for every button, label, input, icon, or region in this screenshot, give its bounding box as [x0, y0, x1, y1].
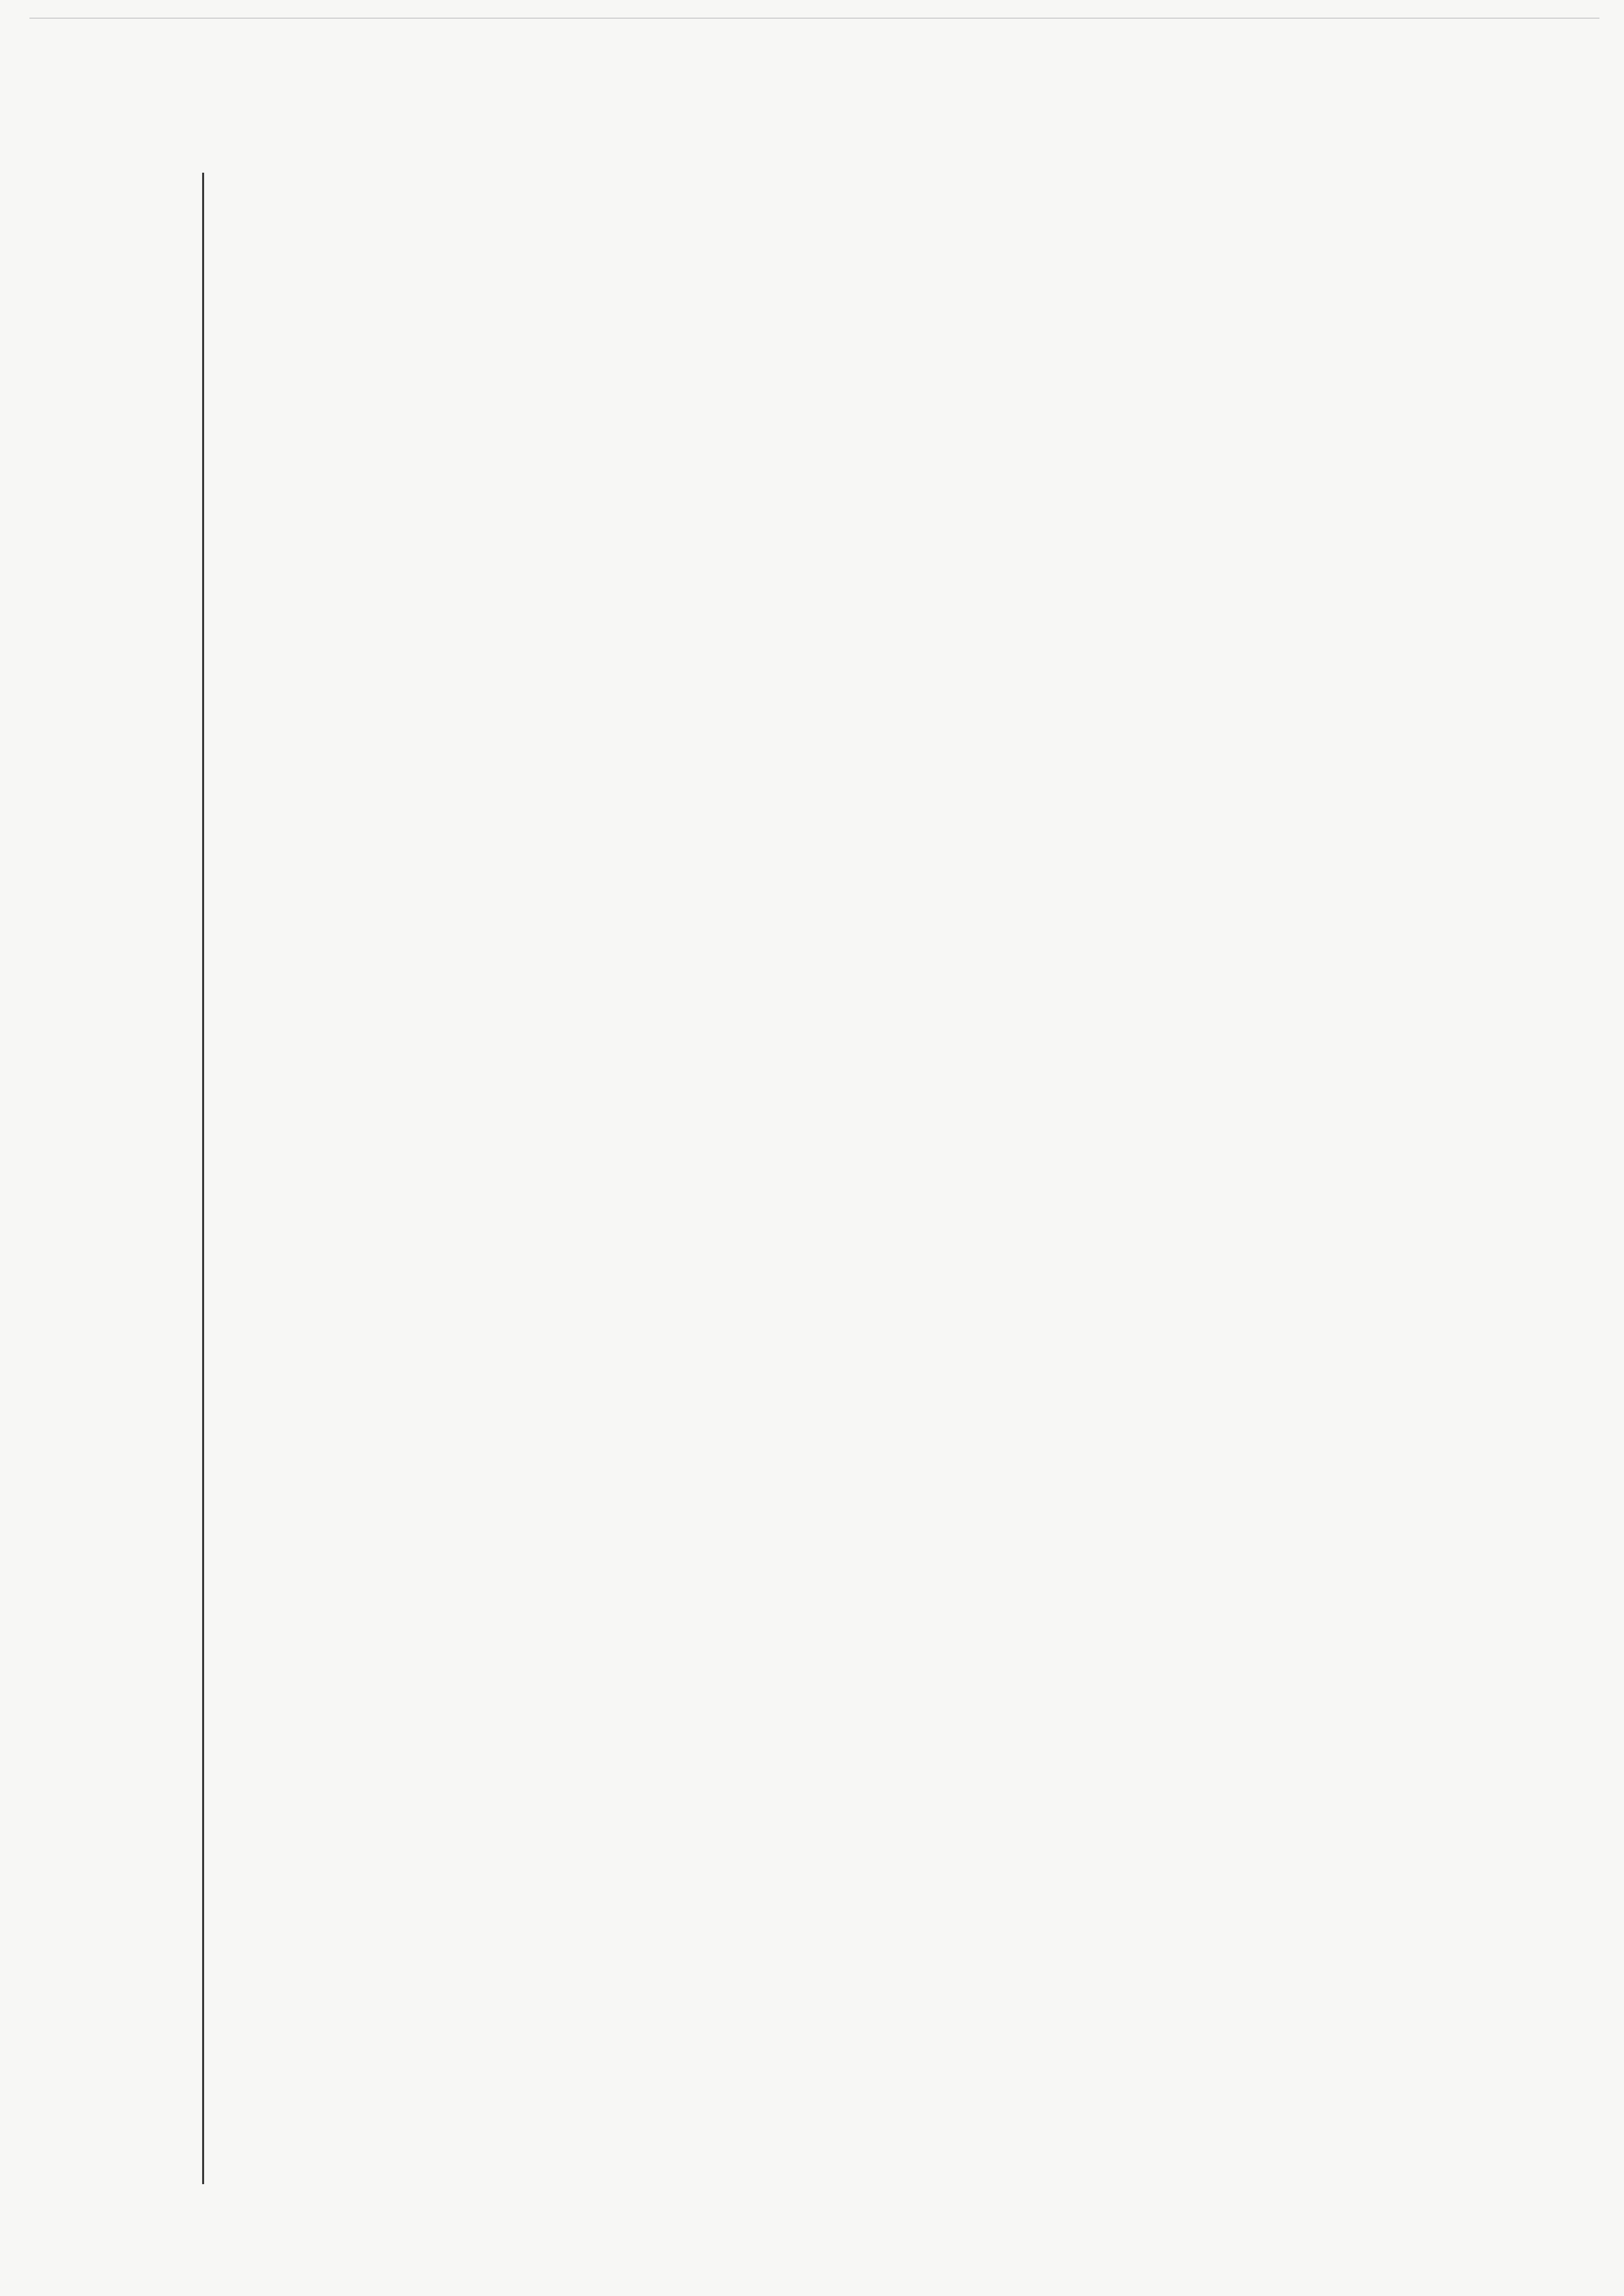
date-block-1 — [381, 143, 424, 2184]
date-value — [420, 2031, 424, 2037]
date-label — [420, 2037, 424, 2184]
date-value — [1414, 2031, 1418, 2037]
date-line — [381, 143, 424, 2184]
date-label — [753, 2037, 757, 2184]
date-value — [753, 2031, 757, 2037]
date-block-2 — [714, 143, 757, 2184]
date-label — [1085, 2037, 1089, 2184]
header-rule — [202, 173, 204, 2184]
date-label — [1414, 2037, 1418, 2184]
aues-logo — [110, 172, 189, 402]
date-block-3 — [1046, 143, 1089, 2184]
date-block-4 — [1375, 143, 1418, 2184]
date-line — [1046, 143, 1089, 2184]
date-line — [714, 143, 757, 2184]
date-line — [1375, 143, 1418, 2184]
date-value — [1085, 2031, 1089, 2037]
